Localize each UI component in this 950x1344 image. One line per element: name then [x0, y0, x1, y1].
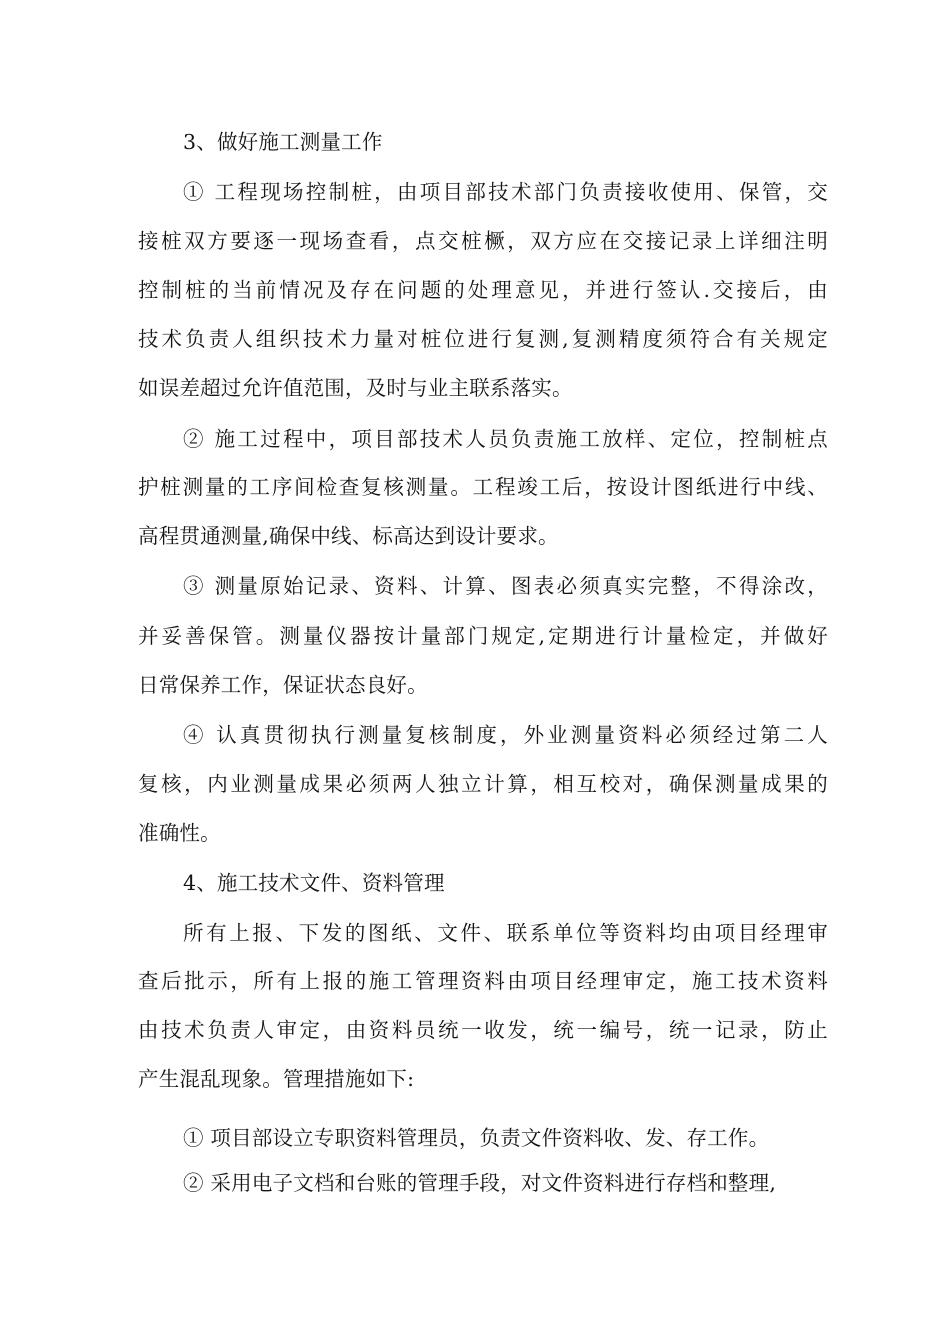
paragraph-line: 接桩双方要逐一现场查看，点交桩橛，双方应在交接记录上详细注明	[138, 229, 828, 253]
paragraph-line: 技术负责人组织技术力量对桩位进行复测,复测精度须符合有关规定	[138, 327, 828, 351]
paragraph-line: 如误差超过允许值范围，及时与业主联系落实。	[138, 376, 573, 400]
section-heading-survey: 3、做好施工测量工作	[183, 130, 383, 154]
list-item-line: ① 项目部设立专职资料管理员，负责文件资料收、发、存工作。	[183, 1126, 770, 1150]
section-heading-documents: 4、施工技术文件、资料管理	[183, 871, 445, 895]
paragraph-line: ③ 测量原始记录、资料、计算、图表必须真实完整，不得涂改，	[183, 574, 828, 598]
paragraph-line: ④ 认真贯彻执行测量复核制度，外业测量资料必须经过第二人	[183, 723, 828, 747]
paragraph-line: 日常保养工作，保证状态良好。	[138, 673, 428, 697]
paragraph-line: ① 工程现场控制桩，由项目部技术部门负责接收使用、保管，交	[183, 180, 828, 204]
paragraph-line: 产生混乱现象。管理措施如下:	[138, 1067, 415, 1091]
paragraph-line: 由技术负责人审定，由资料员统一收发，统一编号，统一记录，防止	[138, 1018, 828, 1042]
paragraph-line: 控制桩的当前情况及存在问题的处理意见，并进行签认.交接后，由	[138, 278, 828, 302]
paragraph-line: 准确性。	[138, 821, 221, 845]
paragraph-line: 并妥善保管。测量仪器按计量部门规定,定期进行计量检定，并做好	[138, 624, 828, 648]
paragraph-line: 查后批示，所有上报的施工管理资料由项目经理审定，施工技术资料	[138, 969, 828, 993]
paragraph-line: 高程贯通测量,确保中线、标高达到设计要求。	[138, 524, 559, 548]
paragraph-line: ② 施工过程中，项目部技术人员负责施工放样、定位，控制桩点	[183, 427, 828, 451]
paragraph-line: 所有上报、下发的图纸、文件、联系单位等资料均由项目经理审	[183, 921, 828, 945]
paragraph-line: 复核，内业测量成果必须两人独立计算，相互校对，确保测量成果的	[138, 772, 828, 796]
paragraph-line: 护桩测量的工序间检查复核测量。工程竣工后，按设计图纸进行中线、	[138, 475, 828, 499]
list-item-line: ② 采用电子文档和台账的管理手段，对文件资料进行存档和整理,	[183, 1171, 777, 1195]
